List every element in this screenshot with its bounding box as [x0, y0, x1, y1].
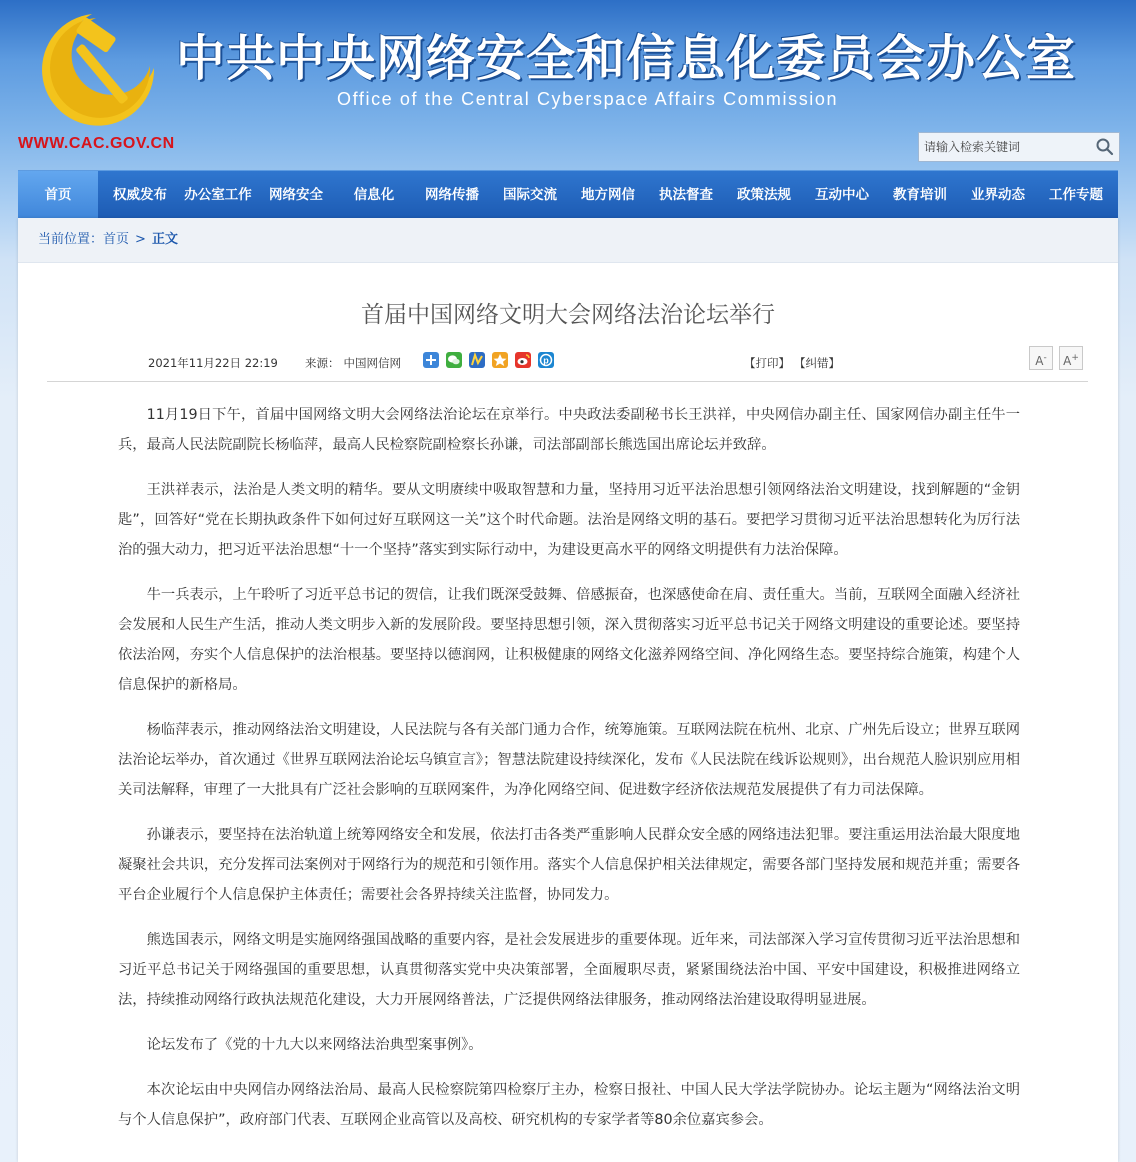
qzone-icon[interactable]	[492, 352, 508, 368]
article-source	[305, 355, 401, 371]
weibo-icon[interactable]	[515, 352, 531, 368]
article-paragraph: 论坛发布了《党的十九大以来网络法治典型案事例》。	[146, 1037, 483, 1053]
nav-item-local-cac[interactable]: 地方网信	[581, 187, 635, 203]
nav-item-law-enforcement[interactable]: 执法督查	[659, 187, 713, 203]
site-url[interactable]: WWW.CAC.GOV.CN	[18, 135, 175, 152]
source-name: 中国网信网	[343, 356, 401, 370]
breadcrumb-current: 正文	[151, 232, 178, 247]
article-paragraph: 牛一兵表示，上午聆听了习近平总书记的贺信，让我们既深受鼓舞、倍感振奋，也深感使命在肩、责任重大。当前，互联网全面融入经济社会发展和人民生产生活，推动人类文明步入新的发展阶段。要坚持思想引领，深入贯彻落实习近平总书记关于网络文明建设的重要论述。要坚持依法治网，夯实个人信息保护的法治根基。要坚持以德润网，让积极健康的网络文化滋养网络空间、净化网络生态。要坚持综合施策，构建个人信息保护的新格局。	[118, 587, 1020, 693]
share-plus-icon[interactable]	[423, 352, 439, 368]
nav-item-office-work[interactable]: 办公室工作	[184, 187, 252, 203]
nav-item-international-exchange[interactable]: 国际交流	[503, 187, 557, 203]
nav-item-informatization[interactable]: 信息化	[353, 187, 395, 203]
nav-item-education-training[interactable]: 教育培训	[893, 187, 947, 203]
title-divider	[47, 381, 1088, 382]
breadcrumb	[18, 218, 1118, 263]
svg-text:p: p	[543, 355, 549, 366]
site-title-en: Office of the Central Cyberspace Affairs Commission	[337, 89, 839, 109]
search-icon[interactable]	[1095, 137, 1115, 157]
nav-item-home[interactable]: 首页	[18, 171, 98, 219]
article-body	[118, 400, 1020, 1150]
print-link[interactable]: 【打印】	[744, 356, 790, 370]
nav-item-policies-regulations[interactable]: 政策法规	[737, 187, 791, 203]
search-box	[918, 132, 1120, 162]
source-label: 来源：	[305, 356, 340, 370]
search-input[interactable]	[919, 133, 1089, 161]
article-paragraph: 熊选国表示，网络文明是实施网络强国战略的重要内容，是社会发展进步的重要体现。近年来，司法部深入学习宣传贯彻习近平法治思想和习近平总书记关于网络强国的重要思想，认真贯彻落实党中央决策部署，全面履职尽责，紧紧围绕法治中国、平安中国建设，积极推进网络立法，持续推动网络行政执法规范化建设，大力开展网络普法，广泛提供网络法律服务，推动网络法治建设取得明显进展。	[118, 932, 1020, 1008]
font-increase-button[interactable]: A+	[1059, 346, 1083, 370]
share-p-icon[interactable]	[538, 352, 554, 368]
article-card	[18, 218, 1118, 1162]
breadcrumb-home-link[interactable]: 首页	[103, 232, 130, 247]
nav-item-authoritative-release[interactable]: 权威发布	[113, 187, 167, 203]
article-paragraph: 杨临萍表示，推动网络法治文明建设，人民法院与各有关部门通力合作，统筹施策。互联网法院在杭州、北京、广州先后设立；世界互联网法治论坛举办，首次通过《世界互联网法治论坛乌镇宣言》；智慧法院建设持续深化，发布《人民法院在线诉讼规则》，出台规范人脸识别应用相关司法解释，审理了一大批具有广泛社会影响的互联网案件，为净化网络空间、促进数字经济依法规范发展提供了有力司法保障。	[118, 722, 1020, 798]
breadcrumb-label: 当前位置：	[38, 232, 104, 247]
font-increase-label: A	[1063, 354, 1072, 368]
breadcrumb-separator: >	[135, 232, 146, 247]
font-decrease-label: A	[1035, 354, 1044, 368]
article-paragraph: 孙谦表示，要坚持在法治轨道上统筹网络安全和发展，依法打击各类严重影响人民群众安全感的网络违法犯罪。要注重运用法治最大限度地凝聚社会共识，充分发挥司法案例对于网络行为的规范和引领作用。落实个人信息保护相关法律规定，需要各部门坚持发展和规范并重；需要各平台企业履行个人信息保护主体责任；需要社会各界持续关注监督，协同发力。	[118, 827, 1020, 903]
nav-item-interaction-center[interactable]: 互动中心	[815, 187, 869, 203]
site-title-cn: 中共中央网络安全和信息化委员会办公室	[176, 30, 1077, 87]
nav-item-special-topics[interactable]: 工作专题	[1049, 187, 1103, 203]
nav-item-network-communication[interactable]: 网络传播	[425, 187, 479, 203]
party-emblem-icon	[42, 8, 160, 126]
site-header	[0, 0, 1136, 168]
main-nav	[18, 170, 1118, 219]
article-datetime: 2021年11月22日 22:19	[148, 356, 278, 370]
wechat-icon[interactable]	[446, 352, 462, 368]
article-paragraph: 本次论坛由中央网信办网络法治局、最高人民检察院第四检察厅主办，检察日报社、中国人民大学法学院协办。论坛主题为“网络法治文明与个人信息保护”，政府部门代表、互联网企业高管以及高校、研究机构的专家学者等80余位嘉宾参会。	[118, 1082, 1020, 1128]
article-title: 首届中国网络文明大会网络法治论坛举行	[361, 302, 775, 328]
share-people-icon[interactable]	[469, 352, 485, 368]
correct-link[interactable]: 【纠错】	[794, 356, 840, 370]
font-decrease-button[interactable]: A-	[1029, 346, 1053, 370]
nav-item-industry-news[interactable]: 业界动态	[971, 187, 1025, 203]
article-paragraph: 王洪祥表示，法治是人类文明的精华。要从文明赓续中吸取智慧和力量，坚持用习近平法治思想引领网络法治文明建设，找到解题的“金钥匙”，回答好“党在长期执政条件下如何过好互联网这一关”这个时代命题。法治是网络文明的基石。要把学习贯彻习近平法治思想转化为厉行法治的强大动力，把习近平法治思想“十一个坚持”落实到实际行动中，为建设更高水平的网络文明提供有力法治保障。	[118, 482, 1020, 558]
article-paragraph: 11月19日下午，首届中国网络文明大会网络法治论坛在京举行。中央政法委副秘书长王洪祥，中央网信办副主任、国家网信办副主任牛一兵，最高人民法院副院长杨临萍，最高人民检察院副检察长孙谦，司法部副部长熊选国出席论坛并致辞。	[118, 407, 1020, 453]
nav-item-cybersecurity[interactable]: 网络安全	[269, 187, 323, 203]
